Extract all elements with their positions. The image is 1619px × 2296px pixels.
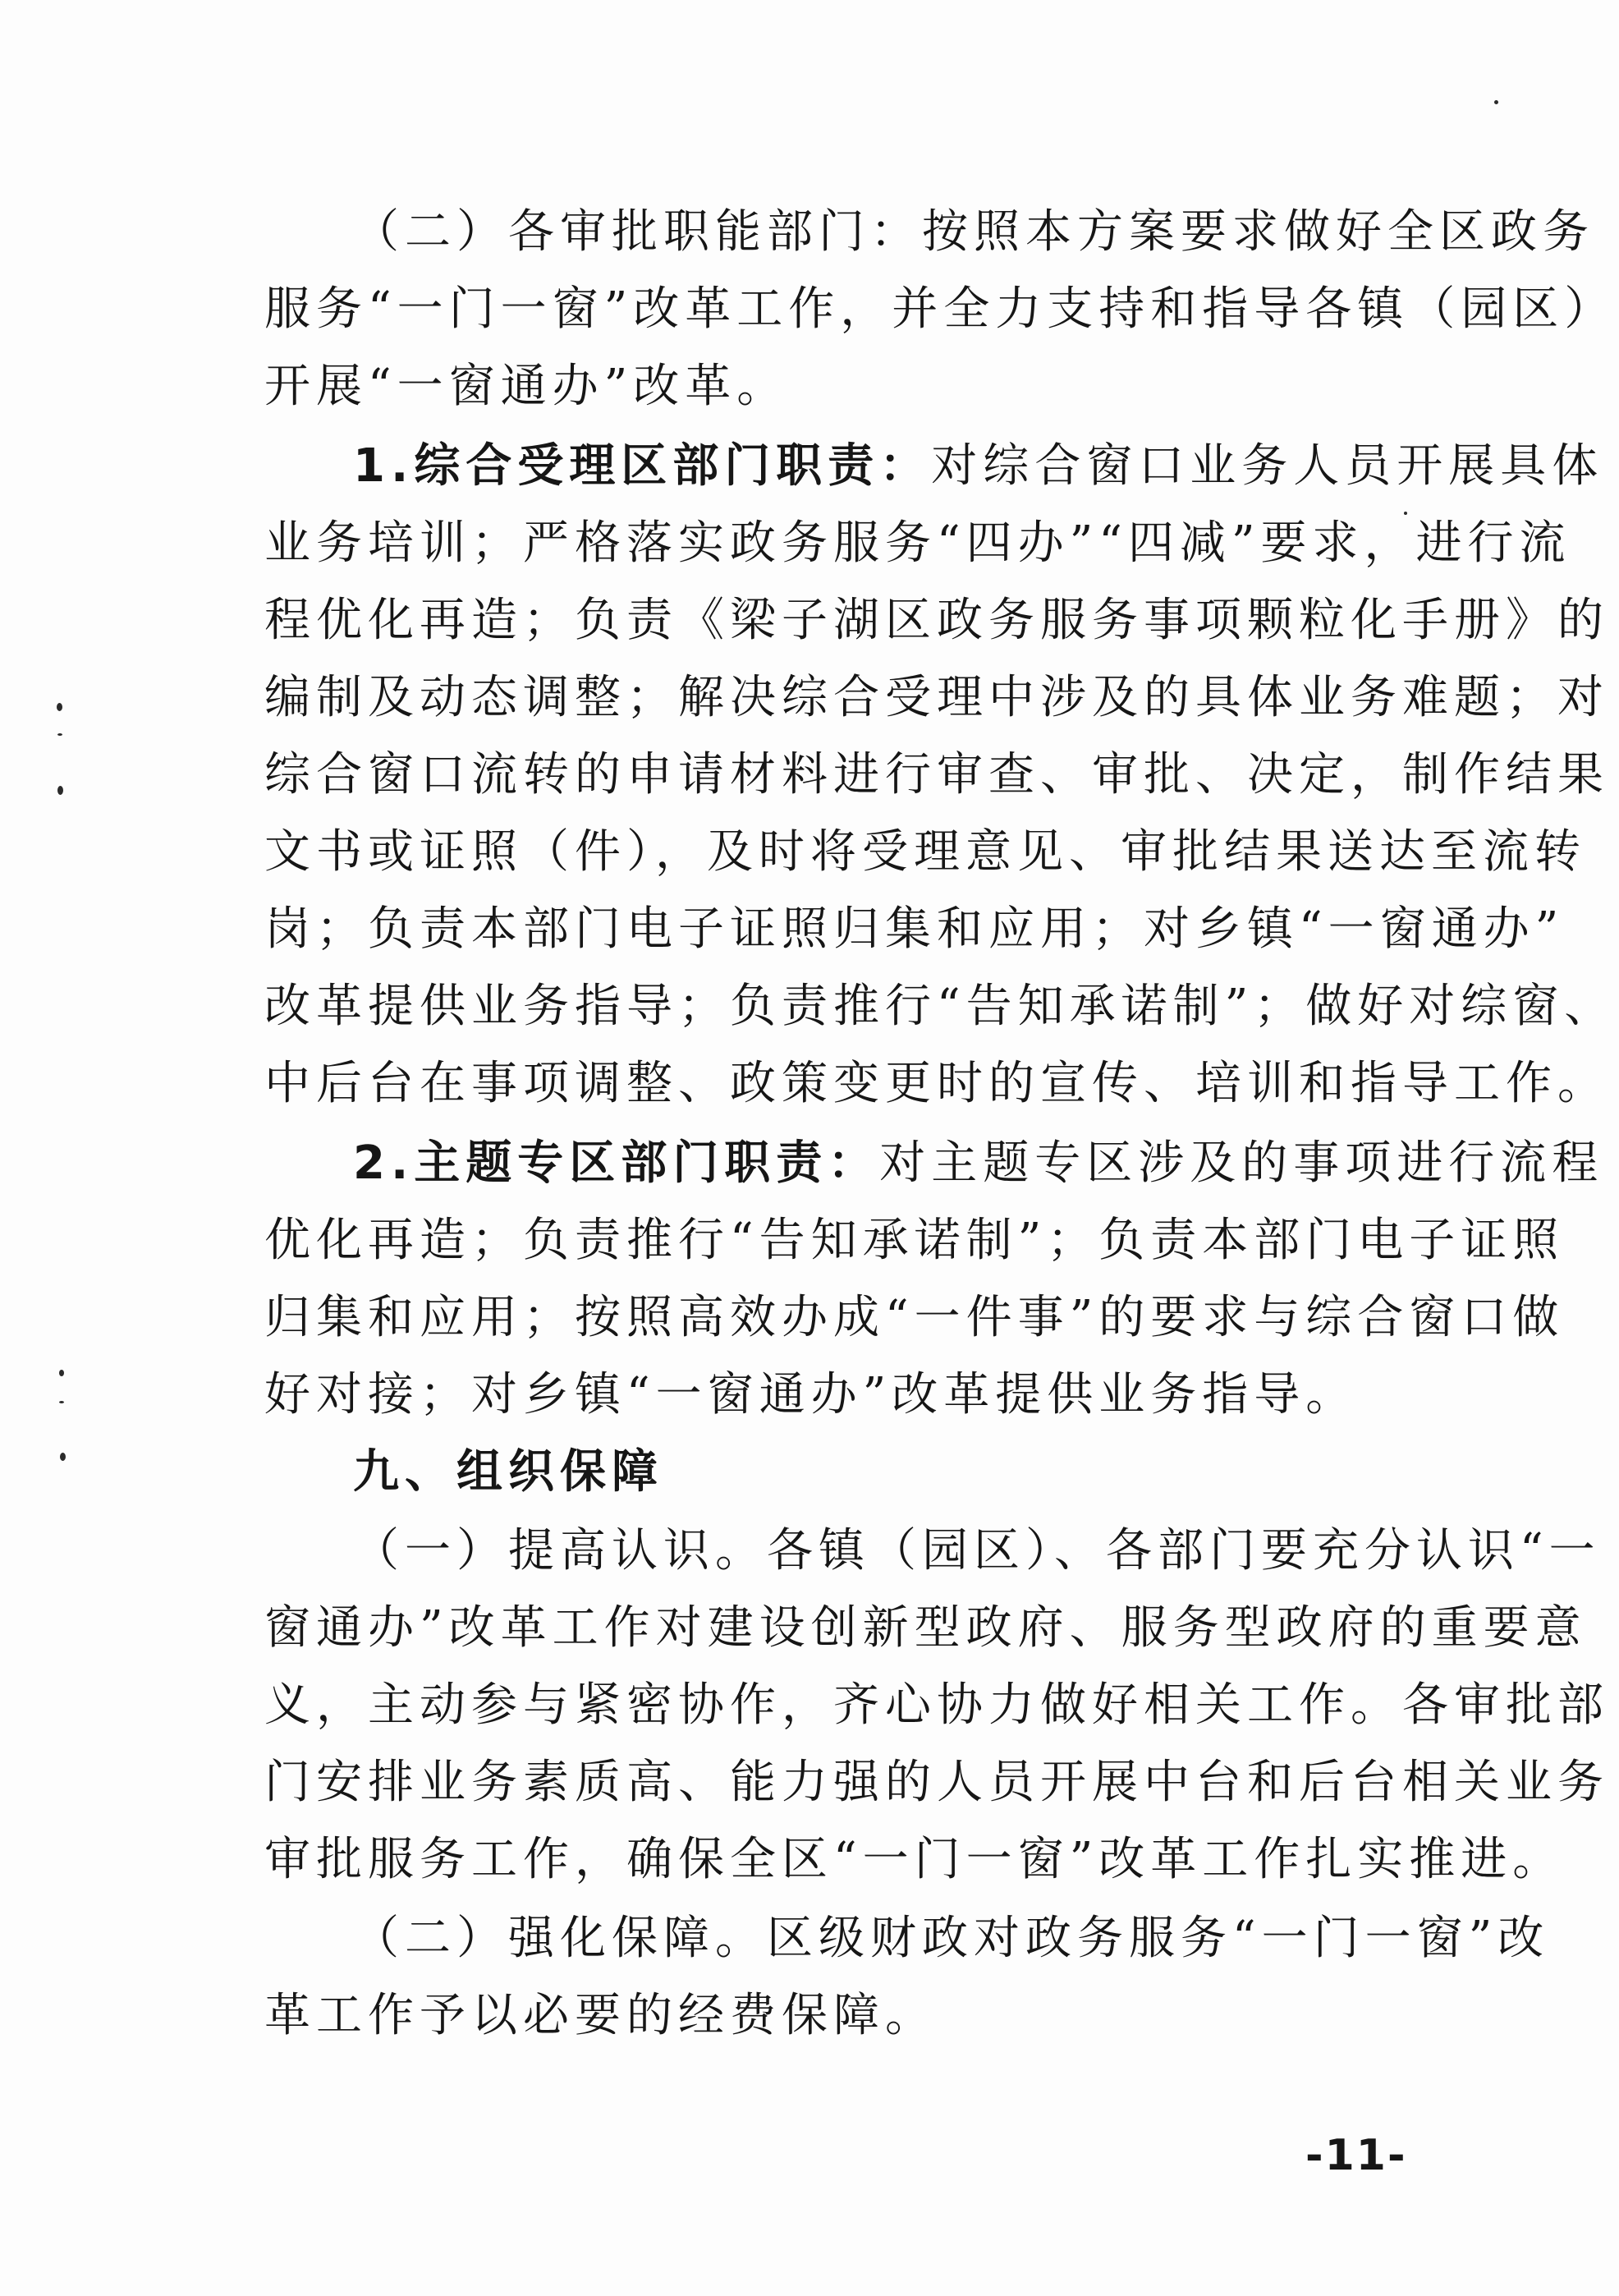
paragraph-line: 归集和应用；按照高效办成“一件事”的要求与综合窗口做 — [264, 1291, 1565, 1344]
paragraph-line: 程优化再造；负责《梁子湖区政务服务事项颗粒化手册》的 — [264, 594, 1609, 647]
scan-speck — [57, 733, 62, 736]
section-heading: 九、组织保障 — [353, 1445, 663, 1499]
paragraph-line: （二）强化保障。区级财政对政务服务“一门一窗”改 — [353, 1912, 1550, 1965]
paragraph-line: 窗通办”改革工作对建设创新型政府、服务型政府的重要意 — [264, 1601, 1587, 1655]
paragraph-line: 好对接；对乡镇“一窗通办”改革提供业务指导。 — [264, 1368, 1358, 1421]
scan-speck — [59, 1401, 64, 1403]
scan-speck — [1404, 512, 1407, 515]
paragraph-line: （一）提高认识。各镇（园区）、各部门要充分认识“一 — [353, 1524, 1601, 1577]
scan-speck — [60, 1453, 66, 1461]
paragraph-line: 门安排业务素质高、能力强的人员开展中台和后台相关业务 — [264, 1756, 1609, 1809]
scan-speck — [57, 703, 62, 711]
item-two-label: 2.主题专区部门职责： — [353, 1137, 880, 1190]
paragraph-line: 审批服务工作，确保全区“一门一窗”改革工作扎实推进。 — [264, 1833, 1565, 1886]
paragraph-line: 编制及动态调整；解决综合受理中涉及的具体业务难题；对 — [264, 671, 1609, 724]
paragraph-line: 服务“一门一窗”改革工作，并全力支持和指导各镇（园区） — [264, 282, 1617, 336]
item-one-label: 1.综合受理区部门职责： — [353, 439, 932, 493]
paragraph-line: 业务培训；严格落实政务服务“四办”“四减”要求，进行流 — [264, 517, 1571, 570]
page-number: -11- — [1305, 2131, 1407, 2180]
paragraph-line: 开展“一窗通办”改革。 — [264, 360, 789, 413]
paragraph-line: 岗；负责本部门电子证照归集和应用；对乡镇“一窗通办” — [264, 902, 1565, 956]
paragraph-line: （二）各审批职能部门：按照本方案要求做好全区政务 — [353, 205, 1594, 259]
item-two-first-line-text: 对主题专区涉及的事项进行流程 — [879, 1137, 1604, 1190]
paragraph-line: 优化再造；负责推行“告知承诺制”；负责本部门电子证照 — [264, 1214, 1565, 1267]
item-two-first-line — [353, 1126, 1604, 1201]
paragraph-line: 综合窗口流转的申请材料进行审查、审批、决定，制作结果 — [264, 748, 1609, 801]
item-one-first-line — [353, 429, 1604, 504]
paragraph-line: 改革提供业务指导；负责推行“告知承诺制”；做好对综窗、 — [264, 980, 1617, 1033]
item-one-first-line-text: 对综合窗口业务人员开展具体 — [931, 439, 1604, 493]
scan-speck — [1494, 100, 1498, 104]
paragraph-line: 中后台在事项调整、政策变更时的宣传、培训和指导工作。 — [264, 1057, 1609, 1110]
scan-speck — [59, 1370, 64, 1376]
scan-speck — [57, 786, 63, 795]
paragraph-line: 革工作予以必要的经费保障。 — [264, 1989, 937, 2042]
paragraph-line: 文书或证照（件），及时将受理意见、审批结果送达至流转 — [264, 825, 1586, 879]
paragraph-line: 义，主动参与紧密协作，齐心协力做好相关工作。各审批部 — [264, 1678, 1609, 1732]
